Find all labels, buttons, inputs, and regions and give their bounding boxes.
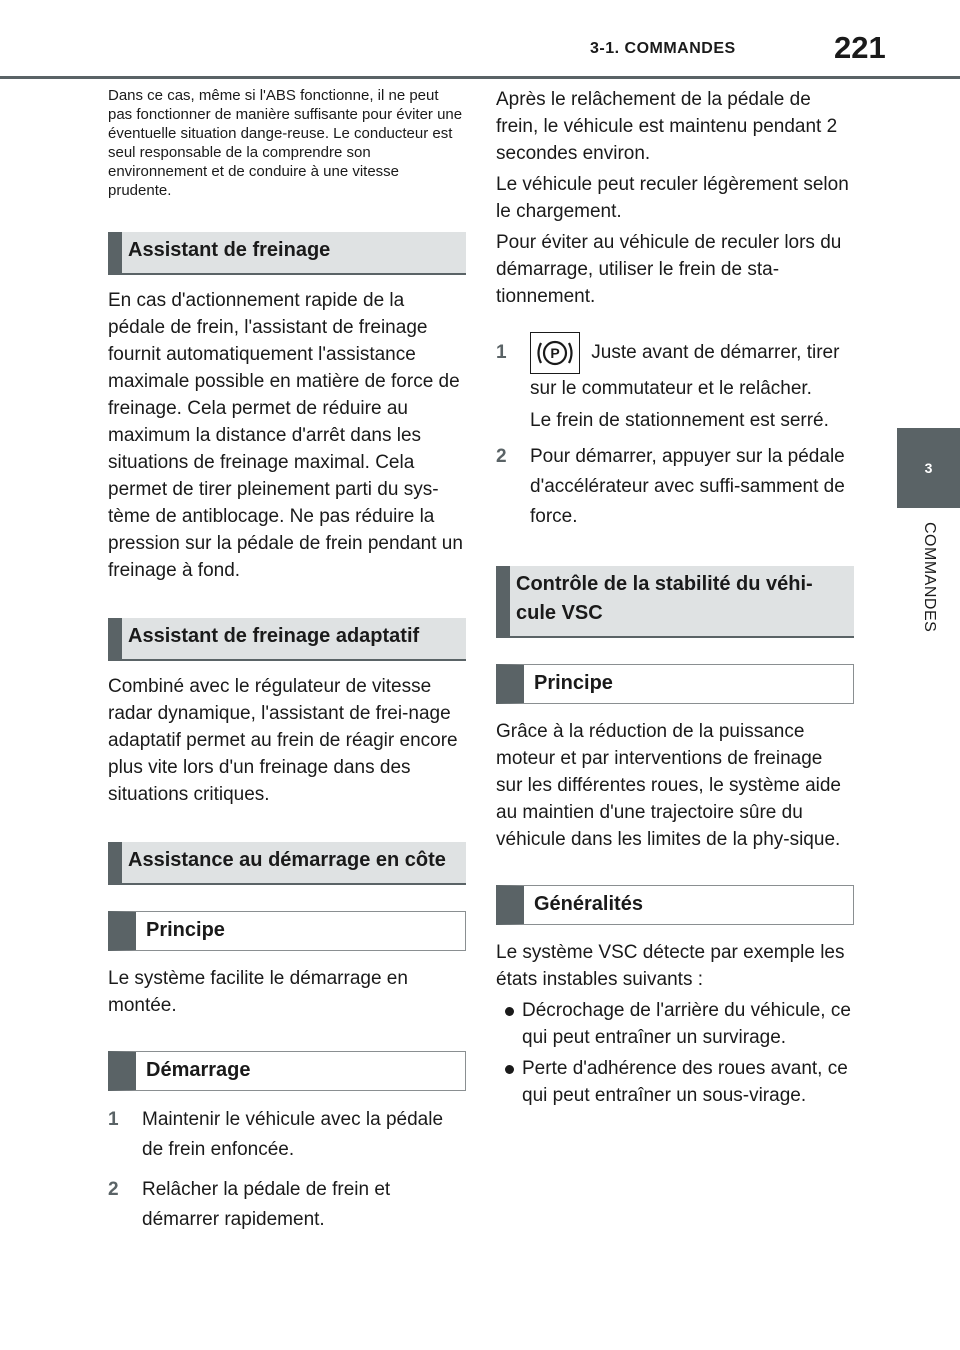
bullet-list bbox=[496, 997, 854, 1109]
paragraph-assistant-freinage: En cas d'actionnement rapide de la pédale de frein, l'assistant de freinage fournit automatiquement l'assistance maximale possible en matière de force de freinage. Cela permet de réduire au maximum la distance d'arrêt dans les situations de freinage maximal. Cela permet de tirer pleinement parti du sys-tème de antiblocage. Ne pas réduire la pression sur la pédale de frein pendant un freinage à fond. bbox=[108, 290, 463, 581]
chapter-label: COMMANDES bbox=[921, 522, 938, 633]
section-title: 3-1. COMMANDES bbox=[590, 40, 736, 57]
bullet-item bbox=[496, 997, 854, 1051]
step-text: Relâcher la pédale de frein et démarrer rapidement. bbox=[142, 1179, 391, 1230]
left-column bbox=[108, 86, 466, 1235]
step-number: 2 bbox=[108, 1179, 119, 1200]
paragraph-vsc-principe: Grâce à la réduction de la puissance moteur et par interventions de freinage sur les différentes roues, le système aide au maintien d'une trajectoire sûre du véhicule dans les limites de la phy-sique. bbox=[496, 721, 841, 850]
step-item bbox=[108, 1105, 466, 1165]
paragraph-maintien: Après le relâchement de la pédale de frein, le véhicule est maintenu pendant 2 secondes environ. bbox=[496, 89, 838, 164]
heading-assistant-freinage: Assistant de freinage bbox=[108, 232, 466, 275]
paragraph-frein-stationnement: Pour éviter au véhicule de reculer lors du démarrage, utiliser le frein de sta-tionnement. bbox=[496, 232, 842, 307]
right-column bbox=[496, 86, 854, 1109]
page-number: 221 bbox=[834, 30, 886, 65]
bullet-icon bbox=[496, 997, 522, 1051]
bullet-item bbox=[496, 1055, 854, 1109]
intro-paragraph: Dans ce cas, même si l'ABS fonctionne, il ne peut pas fonctionner de manière suffisante pour éviter une éventuelle situation dange-reuse. Le conducteur est seul responsable de la comprendre son environnement et de conduire à une vitesse prudente. bbox=[108, 87, 463, 199]
step-item bbox=[108, 1175, 466, 1235]
heading-demarrage-cote: Assistance au démarrage en côte bbox=[108, 842, 466, 885]
bullet-text: Décrochage de l'arrière du véhicule, ce qui peut entraîner un survirage. bbox=[522, 1000, 851, 1048]
step-text: Pour démarrer, appuyer sur la pédale d'accélérateur avec suffi-samment de force. bbox=[530, 446, 845, 527]
header-rule bbox=[0, 76, 960, 79]
subheading-principe: Principe bbox=[108, 911, 466, 951]
step-text: Maintenir le véhicule avec la pédale de frein enfoncée. bbox=[142, 1109, 444, 1160]
step-item bbox=[496, 442, 854, 532]
paragraph-recul: Le véhicule peut reculer légèrement selon le chargement. bbox=[496, 174, 849, 222]
subheading-generalites: Généralités bbox=[496, 885, 854, 925]
bullet-icon bbox=[496, 1055, 522, 1109]
subheading-demarrage: Démarrage bbox=[108, 1051, 466, 1091]
paragraph-generalites: Le système VSC détecte par exemple les états instables suivants : bbox=[496, 942, 845, 990]
subheading-principe: Principe bbox=[496, 664, 854, 704]
paragraph-freinage-adaptatif: Combiné avec le régulateur de vitesse radar dynamique, l'assistant de frei-nage adaptatif permet au frein de réagir encore plus vite lors d'un freinage dans des situations critiques. bbox=[108, 676, 458, 805]
heading-freinage-adaptatif: Assistant de freinage adaptatif bbox=[108, 618, 466, 661]
step-item bbox=[496, 332, 854, 404]
step-number: 1 bbox=[108, 1109, 119, 1130]
chapter-tab: 3 bbox=[897, 428, 960, 508]
step-note: Le frein de stationnement est serré. bbox=[530, 410, 829, 431]
step-note-row bbox=[496, 406, 854, 436]
steps-list bbox=[108, 1105, 466, 1235]
bullet-text: Perte d'adhérence des roues avant, ce qui peut entraîner un sous-virage. bbox=[522, 1058, 848, 1106]
heading-controle-stabilite: Contrôle de la stabilité du véhi-cule VSC bbox=[496, 566, 854, 638]
step-number: 2 bbox=[496, 446, 507, 467]
step-text-wrap bbox=[530, 332, 854, 404]
parking-brake-icon bbox=[530, 332, 580, 374]
svg-text:P: P bbox=[550, 345, 560, 361]
paragraph-principe: Le système facilite le démarrage en montée. bbox=[108, 968, 408, 1016]
step-text: Juste avant de démarrer, tirer sur le commutateur et le relâcher. bbox=[530, 342, 840, 399]
step-number: 1 bbox=[496, 342, 507, 363]
